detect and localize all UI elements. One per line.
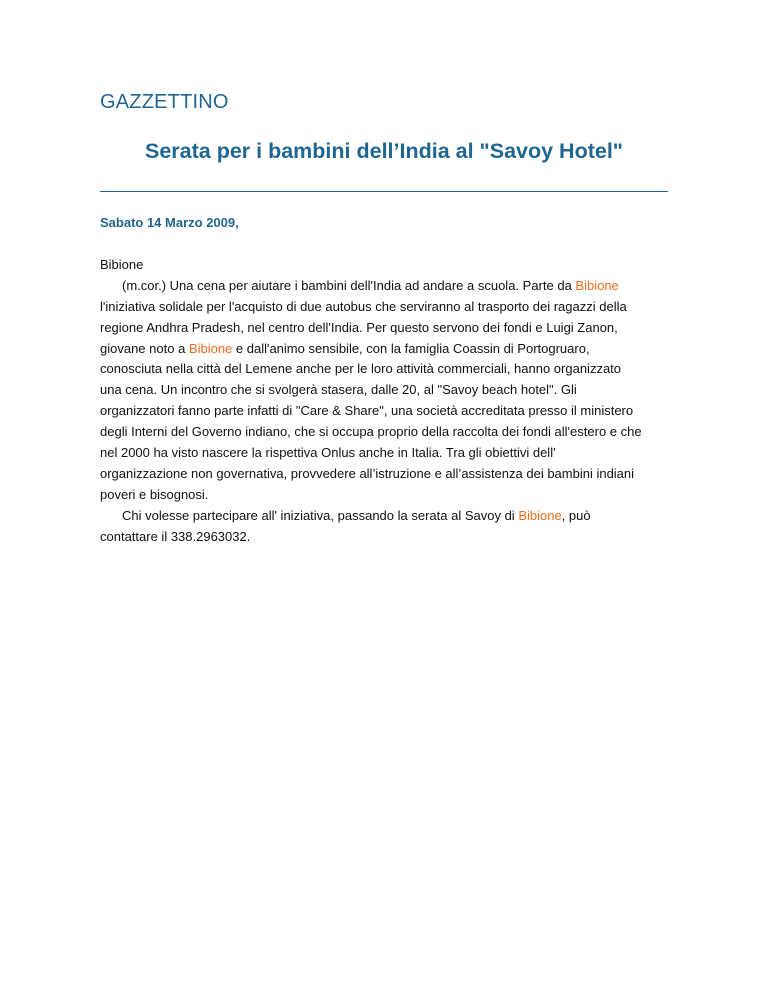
article-paragraphs <box>100 276 670 548</box>
body-line <box>100 359 670 380</box>
article-date: Sabato 14 Marzo 2009, <box>100 215 239 230</box>
article-body <box>100 255 670 547</box>
body-text-segment: conosciuta nella città del Lemene anche per le loro attività commerciali, hanno organizzato <box>100 361 622 377</box>
body-line <box>100 297 670 318</box>
body-line <box>100 380 670 401</box>
body-text-segment: nel 2000 ha visto nascere la rispettiva Onlus anche in Italia. Tra gli obiettivi dell' <box>100 445 556 461</box>
body-line <box>100 527 670 548</box>
place-link-bibione[interactable]: Bibione <box>575 277 619 293</box>
body-text-segment: una cena. Un incontro che si svolgerà stasera, dalle 20, al "Savoy beach hotel". Gli <box>100 382 577 398</box>
body-line <box>100 485 670 506</box>
body-text-segment: contattare il 338.2963032. <box>100 528 251 544</box>
body-line <box>100 506 670 527</box>
location-line: Bibione <box>100 257 144 272</box>
place-link-bibione[interactable]: Bibione <box>188 340 233 356</box>
newspaper-name: GAZZETTINO <box>100 91 229 113</box>
body-line <box>100 401 670 422</box>
body-text-segment: Chi volesse partecipare all' iniziativa, passando la serata al Savoy di <box>122 507 519 523</box>
body-text-segment: , può <box>561 507 591 523</box>
body-line <box>100 422 670 443</box>
place-link-bibione[interactable]: Bibione <box>518 507 562 523</box>
body-text-segment: l'iniziativa solidale per l'acquisto di due autobus che serviranno al trasporto dei ragazzi della <box>100 298 627 314</box>
body-text-segment: organizzazione non governativa, provvedere all’istruzione e all’assistenza dei bambini indiani <box>100 465 635 481</box>
body-text-segment: e dall'animo sensibile, con la famiglia Coassin di Portogruaro, <box>232 340 590 356</box>
body-line <box>100 464 670 485</box>
body-text-segment: giovane noto a <box>100 340 189 356</box>
article-title: Serata per i bambini dell’India al "Savoy Hotel" <box>145 139 623 163</box>
body-line <box>100 276 670 297</box>
body-text-segment: poveri e bisognosi. <box>100 486 209 502</box>
title-divider <box>100 191 668 192</box>
body-line <box>100 318 670 339</box>
body-text-segment: degli Interni del Governo indiano, che si occupa proprio della raccolta dei fondi all'estero e che <box>100 424 642 440</box>
body-text-segment: (m.cor.) Una cena per aiutare i bambini dell'India ad andare a scuola. Parte da <box>122 277 576 293</box>
body-line <box>100 339 670 360</box>
body-text-segment: organizzatori fanno parte infatti di "Care & Share", una società accreditata presso il ministero <box>100 403 634 419</box>
body-line <box>100 443 670 464</box>
body-text-segment: regione Andhra Pradesh, nel centro dell'India. Per questo servono dei fondi e Luigi Zanon, <box>100 319 618 335</box>
